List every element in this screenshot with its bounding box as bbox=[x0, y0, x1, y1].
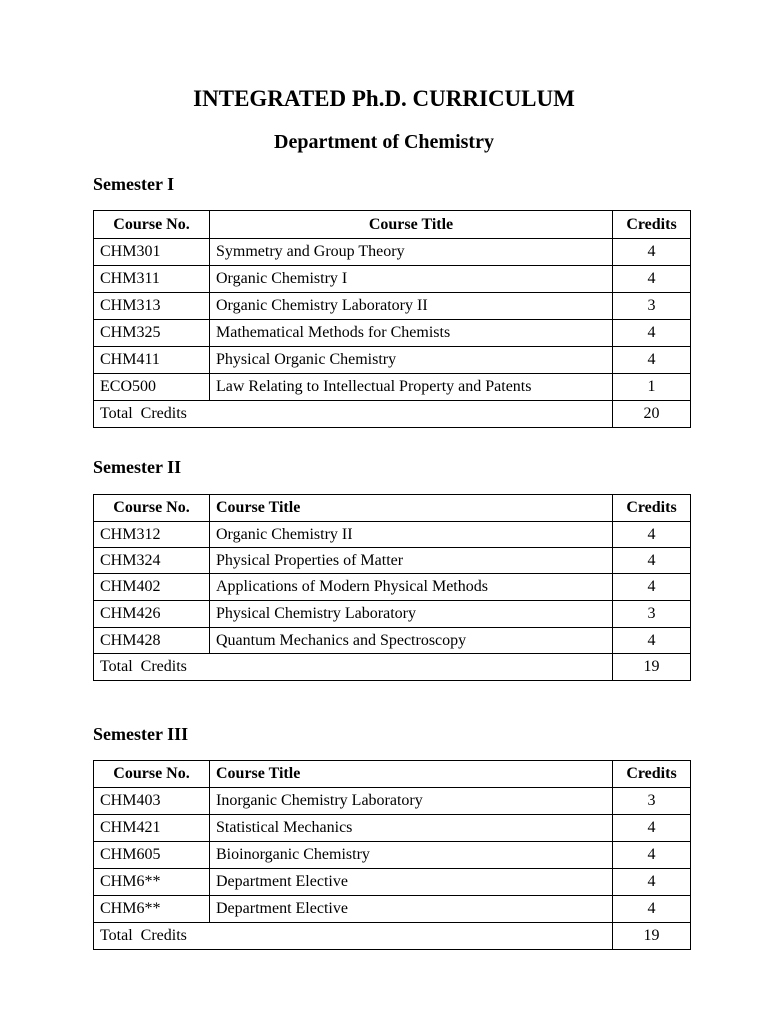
table-row bbox=[94, 601, 691, 628]
semester-3-heading: Semester III bbox=[93, 724, 189, 744]
table-row bbox=[94, 842, 691, 869]
course-code: CHM428 bbox=[94, 628, 210, 654]
header-course-title: Course Title bbox=[210, 495, 613, 522]
table-row bbox=[94, 548, 691, 574]
table-row bbox=[94, 869, 691, 896]
semester-1-table bbox=[93, 210, 691, 428]
course-title: Organic Chemistry II bbox=[210, 522, 613, 548]
header-course-title: Course Title bbox=[210, 761, 613, 788]
course-credits: 3 bbox=[613, 788, 691, 815]
course-credits: 4 bbox=[613, 548, 691, 574]
table-row bbox=[94, 239, 691, 266]
table-row bbox=[94, 522, 691, 548]
course-title: Department Elective bbox=[210, 869, 613, 896]
course-code: CHM325 bbox=[94, 320, 210, 347]
course-credits: 4 bbox=[613, 869, 691, 896]
course-code: CHM421 bbox=[94, 815, 210, 842]
course-credits: 4 bbox=[613, 320, 691, 347]
course-code: CHM426 bbox=[94, 601, 210, 628]
course-credits: 3 bbox=[613, 601, 691, 628]
course-code: CHM6** bbox=[94, 869, 210, 896]
course-credits: 3 bbox=[613, 293, 691, 320]
header-credits: Credits bbox=[613, 761, 691, 788]
semester-1-heading: Semester I bbox=[93, 174, 175, 194]
course-title: Statistical Mechanics bbox=[210, 815, 613, 842]
course-code: CHM312 bbox=[94, 522, 210, 548]
course-credits: 4 bbox=[613, 522, 691, 548]
course-title: Inorganic Chemistry Laboratory bbox=[210, 788, 613, 815]
course-credits: 4 bbox=[613, 574, 691, 601]
course-code: CHM313 bbox=[94, 293, 210, 320]
semester-2-heading: Semester II bbox=[93, 457, 182, 477]
course-title: Law Relating to Intellectual Property and Patents bbox=[210, 374, 613, 401]
course-code: CHM324 bbox=[94, 548, 210, 574]
table-row bbox=[94, 628, 691, 654]
total-credits: 19 bbox=[613, 923, 691, 950]
table-row bbox=[94, 788, 691, 815]
course-title: Mathematical Methods for Chemists bbox=[210, 320, 613, 347]
total-label: Total Credits bbox=[94, 654, 613, 681]
course-credits: 4 bbox=[613, 266, 691, 293]
header-course-title: Course Title bbox=[210, 211, 613, 239]
course-title: Organic Chemistry Laboratory II bbox=[210, 293, 613, 320]
total-label: Total Credits bbox=[94, 401, 613, 428]
course-code: CHM402 bbox=[94, 574, 210, 601]
header-credits: Credits bbox=[613, 211, 691, 239]
total-credits: 19 bbox=[613, 654, 691, 681]
table-row bbox=[94, 293, 691, 320]
header-course-no: Course No. bbox=[94, 761, 210, 788]
course-title: Physical Chemistry Laboratory bbox=[210, 601, 613, 628]
course-code: CHM403 bbox=[94, 788, 210, 815]
semester-2-table bbox=[93, 494, 691, 681]
total-row bbox=[94, 654, 691, 681]
table-header-row bbox=[94, 761, 691, 788]
table-row bbox=[94, 815, 691, 842]
course-code: CHM311 bbox=[94, 266, 210, 293]
course-code: CHM301 bbox=[94, 239, 210, 266]
course-title: Applications of Modern Physical Methods bbox=[210, 574, 613, 601]
table-header-row bbox=[94, 211, 691, 239]
course-title: Bioinorganic Chemistry bbox=[210, 842, 613, 869]
table-header-row bbox=[94, 495, 691, 522]
table-row bbox=[94, 347, 691, 374]
course-credits: 4 bbox=[613, 896, 691, 923]
course-code: CHM6** bbox=[94, 896, 210, 923]
header-course-no: Course No. bbox=[94, 211, 210, 239]
semester-3-table bbox=[93, 760, 691, 950]
course-credits: 4 bbox=[613, 815, 691, 842]
course-credits: 4 bbox=[613, 842, 691, 869]
department-subtitle: Department of Chemistry bbox=[274, 131, 494, 153]
total-row bbox=[94, 923, 691, 950]
course-credits: 4 bbox=[613, 239, 691, 266]
course-code: CHM605 bbox=[94, 842, 210, 869]
header-course-no: Course No. bbox=[94, 495, 210, 522]
course-code: ECO500 bbox=[94, 374, 210, 401]
course-title: Organic Chemistry I bbox=[210, 266, 613, 293]
course-title: Quantum Mechanics and Spectroscopy bbox=[210, 628, 613, 654]
course-credits: 4 bbox=[613, 347, 691, 374]
course-title: Physical Organic Chemistry bbox=[210, 347, 613, 374]
course-title: Symmetry and Group Theory bbox=[210, 239, 613, 266]
course-title: Department Elective bbox=[210, 896, 613, 923]
table-row bbox=[94, 320, 691, 347]
total-label: Total Credits bbox=[94, 923, 613, 950]
course-credits: 4 bbox=[613, 628, 691, 654]
table-row bbox=[94, 574, 691, 601]
document-title: INTEGRATED Ph.D. CURRICULUM bbox=[193, 86, 575, 111]
total-credits: 20 bbox=[613, 401, 691, 428]
table-row bbox=[94, 374, 691, 401]
course-credits: 1 bbox=[613, 374, 691, 401]
course-title: Physical Properties of Matter bbox=[210, 548, 613, 574]
course-code: CHM411 bbox=[94, 347, 210, 374]
total-row bbox=[94, 401, 691, 428]
table-row bbox=[94, 896, 691, 923]
header-credits: Credits bbox=[613, 495, 691, 522]
table-row bbox=[94, 266, 691, 293]
